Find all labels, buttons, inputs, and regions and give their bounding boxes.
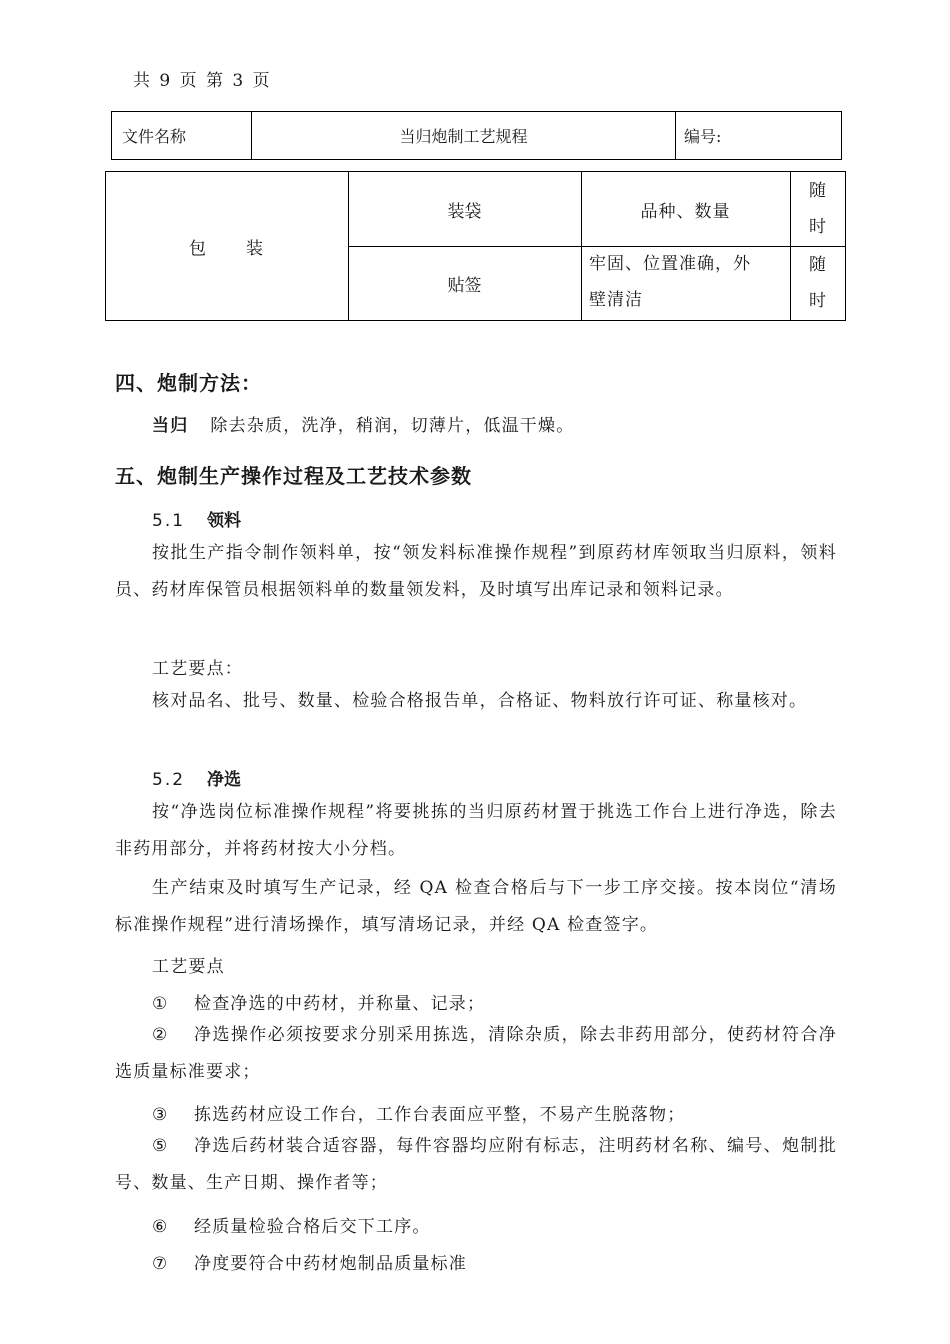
- subsection-number: 5.1: [152, 511, 186, 531]
- code-label: 编号:: [684, 127, 722, 146]
- list-text: 净选操作必须按要求分别采用拣选，清除杂质，除去非药用部分，使药材符合净选质量标准要求；: [115, 1025, 837, 1082]
- standard-labeling: [581, 246, 790, 320]
- frequency-char: 随: [809, 255, 826, 275]
- document-header-table: [111, 111, 842, 160]
- step-bagging: 装袋: [447, 201, 482, 222]
- process-points-label: 工艺要点：: [152, 659, 243, 679]
- list-text: 拣选药材应设工作台，工作台表面应平整，不易产生脱落物；: [194, 1105, 686, 1125]
- file-name-label: 文件名称: [112, 112, 252, 159]
- list-item: [152, 1100, 685, 1125]
- subsection-5-1-paragraph: 按批生产指令制作领料单，按“领发料标准操作规程”到原药材库领取当归原料，领料员、药材库保管员根据领料单的数量领发料，及时填写出库记录和领料记录。: [115, 543, 837, 600]
- subsection-name: 净选: [207, 770, 242, 790]
- list-item: [115, 1128, 837, 1202]
- frequency-char: 时: [809, 217, 826, 237]
- subsection-number: 5.2: [152, 770, 186, 790]
- list-marker: ⑦: [152, 1254, 169, 1274]
- frequency-char: 随: [809, 181, 826, 201]
- frequency-labeling: [790, 246, 845, 320]
- step-labeling: 贴签: [447, 275, 482, 296]
- list-marker: ⑤: [152, 1136, 169, 1156]
- list-marker: ①: [152, 994, 169, 1014]
- list-item: [115, 1017, 837, 1091]
- list-marker: ②: [152, 1025, 169, 1045]
- frequency-bagging: [790, 172, 845, 246]
- list-text: 经质量检验合格后交下工序。: [194, 1217, 431, 1237]
- list-text: 检查净选的中药材，并称量、记录；: [194, 994, 486, 1014]
- list-text: 净选后药材装合适容器，每件容器均应附有标志，注明药材名称、编号、炮制批号、数量、生产日期、操作者等；: [115, 1136, 837, 1193]
- document-title: 当归炮制工艺规程: [252, 112, 676, 159]
- list-marker: ⑥: [152, 1217, 169, 1237]
- page-info: 共 9 页 第 3 页: [133, 71, 272, 91]
- method-text: 除去杂质，洗净，稍润，切薄片，低温干燥。: [210, 416, 575, 436]
- list-marker: ③: [152, 1105, 169, 1125]
- process-name: 包 装: [189, 238, 265, 259]
- list-item: [152, 1212, 431, 1237]
- subsection-5-2-paragraph-1: 按“净选岗位标准操作规程”将要挑拣的当归原药材置于挑选工作台上进行净选，除去非药用部分，并将药材按大小分档。: [115, 802, 837, 859]
- standard-bagging: 品种、数量: [640, 201, 731, 222]
- packaging-table: [105, 171, 846, 321]
- process-points-text: 核对品名、批号、数量、检验合格报告单，合格证、物料放行许可证、称量核对。: [152, 691, 808, 711]
- process-points-label: 工艺要点: [152, 957, 225, 977]
- section-5-heading: 五、炮制生产操作过程及工艺技术参数: [115, 464, 472, 488]
- method-name: 当归: [152, 416, 189, 436]
- list-item: [152, 989, 485, 1014]
- list-text: 净度要符合中药材炮制品质量标准: [194, 1254, 467, 1274]
- subsection-5-2-heading: [152, 765, 241, 790]
- list-item: [152, 1249, 467, 1274]
- standard-line: 壁清洁: [589, 290, 643, 310]
- standard-line: 牢固、位置准确，外: [589, 254, 751, 274]
- frequency-char: 时: [809, 291, 826, 311]
- subsection-5-2-paragraph-2: 生产结束及时填写生产记录，经 QA 检查合格后与下一步工序交接。按本岗位“清场标准操作规程”进行清场操作，填写清场记录，并经 QA 检查签字。: [115, 878, 837, 935]
- method-line: [152, 411, 574, 436]
- subsection-name: 领料: [207, 511, 242, 531]
- subsection-5-1-heading: [152, 506, 241, 531]
- section-4-heading: 四、炮制方法：: [115, 371, 262, 395]
